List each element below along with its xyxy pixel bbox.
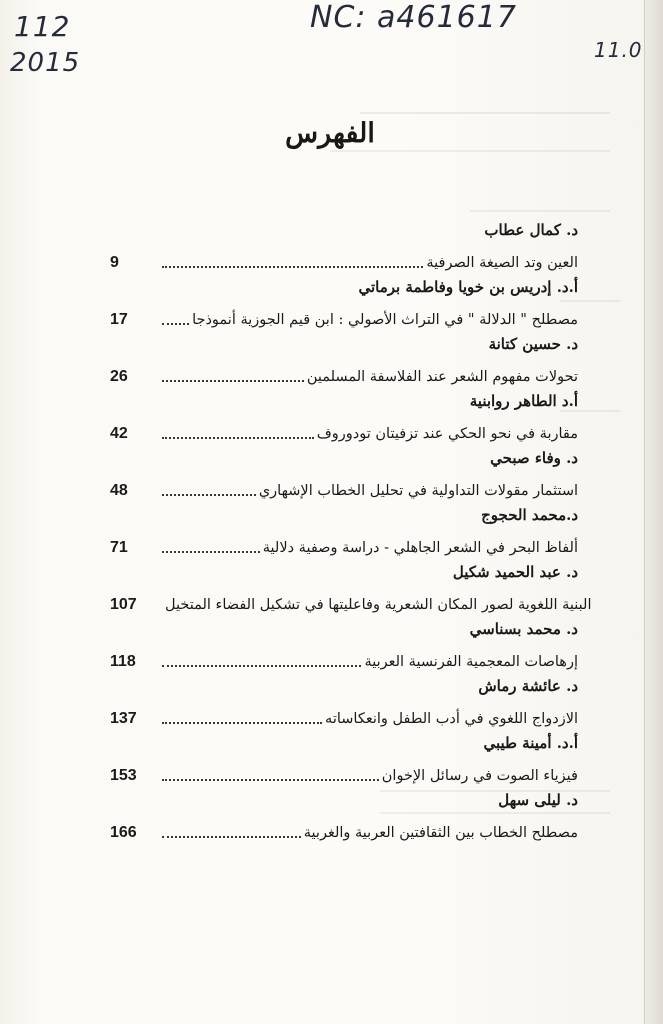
toc-entry xyxy=(110,275,578,332)
toc-line xyxy=(110,706,578,730)
toc-author: د. وفاء صبحي xyxy=(490,449,578,467)
toc-line xyxy=(110,763,578,787)
toc-article-title: تحولات مفهوم الشعر عند الفلاسفة المسلمين xyxy=(306,369,578,385)
toc-line xyxy=(110,820,578,844)
bleed-through-line xyxy=(330,150,610,152)
toc-page-number: 153 xyxy=(110,767,137,784)
toc-line xyxy=(110,478,578,502)
toc-entry xyxy=(110,218,578,275)
toc-entry xyxy=(110,560,592,617)
toc-page-number: 9 xyxy=(110,254,119,271)
toc-leader-dots xyxy=(162,323,189,325)
toc-article-title: إرهاصات المعجمية الفرنسية العربية xyxy=(364,654,578,670)
toc-leader-dots xyxy=(162,380,304,382)
toc-article-title: الازدواج اللغوي في أدب الطفل وانعكاساته xyxy=(325,711,578,727)
toc-entry xyxy=(110,674,578,731)
toc-leader-dots xyxy=(162,437,314,439)
toc-page-number: 137 xyxy=(110,710,137,727)
toc-leader-dots xyxy=(162,494,256,496)
toc-article-title: استثمار مقولات التداولية في تحليل الخطاب الإشهاري xyxy=(258,483,578,499)
toc-line xyxy=(110,250,578,274)
toc-article-title: مصطلح الخطاب بين الثقافتين العربية والغربية xyxy=(303,825,578,841)
toc-line xyxy=(110,592,592,616)
toc-author: د. عبد الحميد شكيل xyxy=(452,563,578,581)
toc-line xyxy=(110,649,578,673)
toc-article-title: مقاربة في نحو الحكي عند تزفيتان تودوروف xyxy=(316,426,578,442)
toc-page-number: 71 xyxy=(110,539,128,556)
handwritten-year: 2015 xyxy=(10,48,81,78)
toc-author: د. محمد بسناسي xyxy=(469,620,578,638)
toc-entry xyxy=(110,731,578,788)
toc-author: د.محمد الحجوج xyxy=(481,506,578,524)
toc-author: أ.د. أمينة طيبي xyxy=(483,734,578,752)
toc-leader-dots xyxy=(162,779,379,781)
toc-author: أ.د الطاهر روابنية xyxy=(469,392,578,410)
toc-entry xyxy=(110,617,578,674)
toc-page-number: 107 xyxy=(110,596,137,613)
toc-leader-dots xyxy=(162,722,322,724)
toc-leader-dots xyxy=(162,551,260,553)
bleed-through-line xyxy=(360,112,610,114)
toc-article-title: العين وتد الصيغة الصرفية xyxy=(426,255,578,271)
toc-page-number: 17 xyxy=(110,311,128,328)
bleed-through-line xyxy=(470,210,610,212)
toc-entry xyxy=(110,503,578,560)
toc-leader-dots xyxy=(162,266,423,268)
toc-entry xyxy=(110,332,578,389)
toc-page-number: 26 xyxy=(110,368,128,385)
toc-page-number: 48 xyxy=(110,482,128,499)
toc-article-title: فيزياء الصوت في رسائل الإخوان xyxy=(381,768,578,784)
handwritten-shelf-number: 11.0 xyxy=(594,38,643,62)
toc-line xyxy=(110,535,578,559)
toc-page-number: 42 xyxy=(110,425,128,442)
toc-author: د. ليلى سهل xyxy=(498,791,578,809)
toc-author: أ.د. إدريس بن خويا وفاطمة برماتي xyxy=(358,278,578,296)
toc-entry xyxy=(110,446,578,503)
toc-entry xyxy=(110,389,578,446)
toc-author: د. عائشة رماش xyxy=(478,677,578,695)
book-spine-edge xyxy=(644,0,663,1024)
page-title: الفهرس xyxy=(285,118,375,149)
toc-line xyxy=(110,364,578,388)
handwritten-catalog-code: NC: a461617 xyxy=(310,0,517,35)
toc-line xyxy=(110,307,578,331)
table-of-contents xyxy=(110,218,592,845)
toc-author: د. حسين كتانة xyxy=(488,335,578,353)
toc-entry xyxy=(110,788,578,845)
handwritten-number: 112 xyxy=(14,10,71,43)
toc-leader-dots xyxy=(162,836,301,838)
toc-leader-dots xyxy=(162,665,361,667)
toc-article-title: البنية اللغوية لصور المكان الشعرية وفاعليتها في تشكيل الفضاء المتخيل xyxy=(165,597,592,613)
toc-page-number: 166 xyxy=(110,824,137,841)
toc-line xyxy=(110,421,578,445)
toc-article-title: ألفاظ البحر في الشعر الجاهلي - دراسة وصفية دلالية xyxy=(262,540,578,556)
toc-page-number: 118 xyxy=(110,653,136,670)
toc-article-title: مصطلح " الدلالة " في التراث الأصولي : ابن قيم الجوزية أنموذجا xyxy=(192,312,578,328)
toc-author: د. كمال عطاب xyxy=(484,221,578,239)
